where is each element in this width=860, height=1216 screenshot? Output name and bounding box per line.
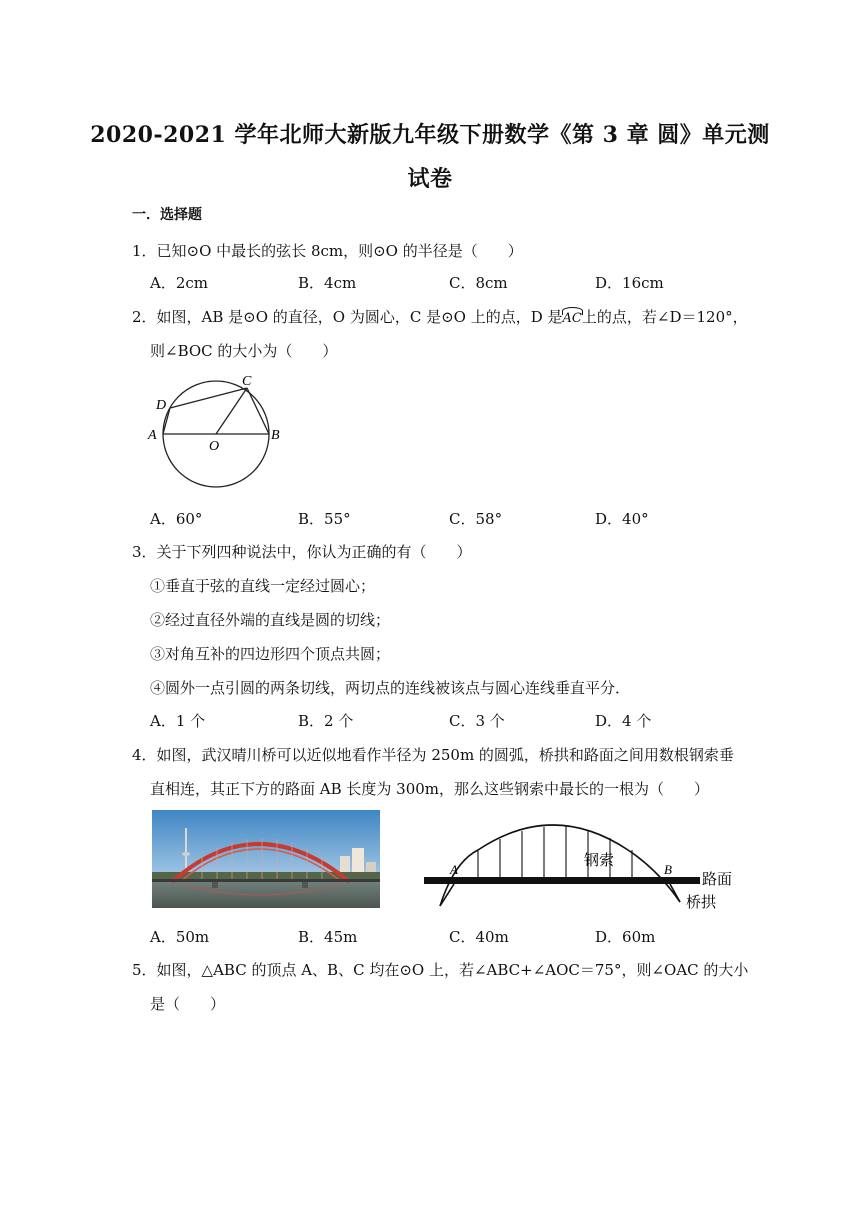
diagram-label-arch: 桥拱 — [686, 893, 717, 910]
label-o: O — [209, 439, 220, 454]
bridge-diagram — [418, 810, 736, 910]
q3-option-c: C．3 个 — [449, 712, 505, 730]
q4-option-c: C．40m — [449, 928, 509, 946]
q4-option-d: D．60m — [595, 928, 656, 946]
question-2 — [132, 306, 748, 327]
q2-circle-figure — [146, 372, 286, 492]
diagram-label-b: B — [664, 862, 672, 877]
question-1: 1．已知⊙O 中最长的弦长 8cm，则⊙O 的半径是（ ） — [132, 242, 523, 260]
diagram-label-a: A — [450, 862, 458, 877]
q2-option-b: B．55° — [298, 510, 351, 528]
diagram-label-cable: 钢索 — [584, 851, 615, 869]
q2-text-a: 2．如图，AB 是⊙O 的直径，O 为圆心，C 是⊙O 上的点，D 是 — [132, 308, 563, 326]
label-d: D — [156, 398, 167, 413]
q3-statement-2: ②经过直径外端的直线是圆的切线； — [150, 611, 391, 629]
q1-option-d: D．16cm — [595, 274, 664, 292]
doc-title-line2: 试卷 — [407, 166, 453, 192]
q3-statement-3: ③对角互补的四边形四个顶点共圆； — [150, 645, 391, 663]
q2-option-c: C．58° — [449, 510, 503, 528]
q2-arc-label: AC — [563, 307, 582, 326]
chord-cb — [247, 388, 269, 434]
doc-title-line1: 2020-2021 学年北师大新版九年级下册数学《第 3 章 圆》单元测 — [90, 122, 770, 148]
question-5-line2: 是（ ） — [150, 995, 226, 1013]
question-3: 3．关于下列四种说法中，你认为正确的有（ ） — [132, 543, 472, 561]
q1-option-a: A．2cm — [150, 274, 209, 292]
q3-option-a: A．1 个 — [150, 712, 206, 730]
question-5-line1: 5．如图，△ABC 的顶点 A、B、C 均在⊙O 上，若∠ABC+∠AOC＝75°，则∠OAC 的大小 — [132, 961, 749, 979]
question-4-line2: 直相连，其正下方的路面 AB 长度为 300m，那么这些钢索中最长的一根为（ ） — [150, 780, 710, 798]
label-a: A — [148, 428, 157, 443]
q3-option-d: D．4 个 — [595, 712, 652, 730]
label-b: B — [271, 428, 280, 443]
q3-statement-4: ④圆外一点引圆的两条切线，两切点的连线被该点与圆心连线垂直平分． — [150, 679, 631, 697]
diagram-label-road: 路面 — [702, 870, 733, 888]
q2-text-b: 上的点，若∠D＝120°， — [581, 308, 748, 326]
q1-option-c: C．8cm — [449, 274, 508, 292]
q4-option-b: B．45m — [298, 928, 358, 946]
q3-option-b: B．2 个 — [298, 712, 354, 730]
section-heading: 一．选择题 — [132, 207, 202, 223]
bridge-photo — [152, 810, 380, 908]
q3-statement-1: ①垂直于弦的直线一定经过圆心； — [150, 577, 376, 595]
question-4-line1: 4．如图，武汉晴川桥可以近似地看作半径为 250m 的圆弧，桥拱和路面之间用数根钢索垂 — [132, 746, 734, 764]
road-deck — [424, 877, 700, 884]
question-2-line2: 则∠BOC 的大小为（ ） — [150, 342, 338, 360]
label-c: C — [242, 374, 252, 389]
q2-option-a: A．60° — [150, 510, 203, 528]
q4-option-a: A．50m — [150, 928, 210, 946]
q2-option-d: D．40° — [595, 510, 649, 528]
q1-option-b: B．4cm — [298, 274, 357, 292]
